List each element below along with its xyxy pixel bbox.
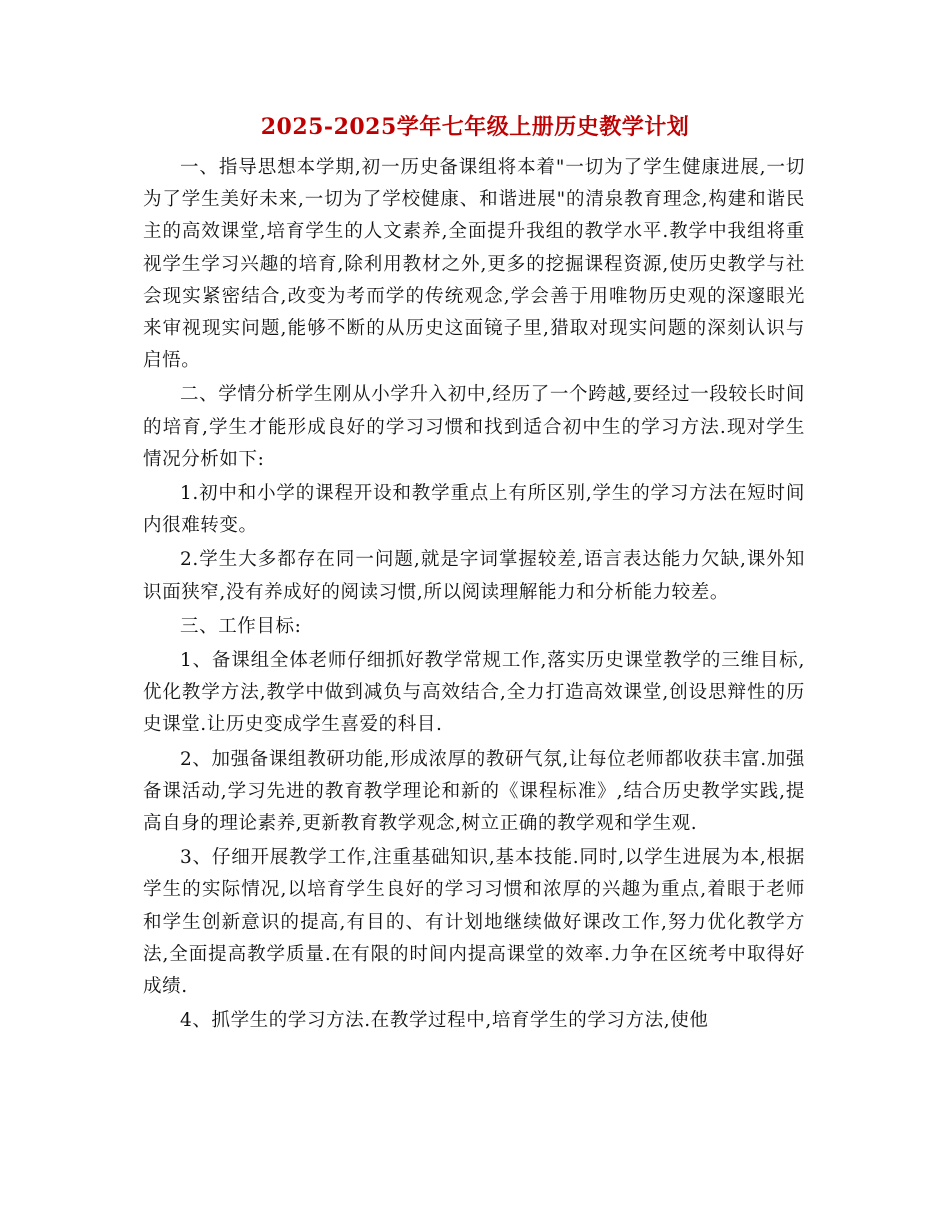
paragraph-analysis-item-1: 1.初中和小学的课程开设和教学重点上有所区别,学生的学习方法在短时间内很难转变。 — [143, 483, 805, 537]
document-body — [143, 152, 805, 1039]
paragraph-work-goals-heading: 三、工作目标: — [180, 615, 302, 637]
paragraph-goal-3: 3、仔细开展教学工作,注重基础知识,基本技能.同时,以学生进展为本,根据学生的实际情况,以培育学生良好的学习习惯和浓厚的兴趣为重点,着眼于老师和学生创新意识的提高,有目的、有计划地继续做好课改工作,努力优化教学方法,全面提高教学质量.在有限的时间内提高课堂的效率.力争在区统考中取得好成绩. — [143, 847, 805, 998]
document-title: 2025-2025学年七年级上册历史教学计划 — [260, 114, 690, 140]
paragraph-guiding-thought: 一、指导思想本学期,初一历史备课组将本着"一切为了学生健康进展,一切为了学生美好未来,一切为了学校健康、和谐进展"的清泉教育理念,构建和谐民主的高效课堂,培育学生的人文素养,全面提升我组的教学水平.教学中我组将重视学生学习兴趣的培育,除利用教材之外,更多的挖掘课程资源,使历史教学与社会现实紧密结合,改变为考而学的传统观念,学会善于用唯物历史观的深邃眼光来审视现实问题,能够不断的从历史这面镜子里,猎取对现实问题的深刻认识与启悟。 — [143, 157, 805, 372]
paragraph-goal-1: 1、备课组全体老师仔细抓好教学常规工作,落实历史课堂教学的三维目标,优化教学方法,教学中做到减负与高效结合,全力打造高效课堂,创设思辩性的历史课堂.让历史变成学生喜爱的科目. — [143, 650, 805, 736]
paragraph-goal-2: 2、加强备课组教研功能,形成浓厚的教研气氛,让每位老师都收获丰富.加强备课活动,学习先进的教育教学理论和新的《课程标准》,结合历史教学实践,提高自身的理论素养,更新教育教学观念,树立正确的教学观和学生观. — [143, 748, 805, 835]
paragraph-goal-4: 4、抓学生的学习方法.在教学过程中,培育学生的学习方法,使他 — [180, 1010, 709, 1032]
paragraph-student-analysis: 二、学情分析学生刚从小学升入初中,经历了一个跨越,要经过一段较长时间的培育,学生才能形成良好的学习习惯和找到适合初中生的学习方法.现对学生情况分析如下: — [143, 384, 805, 470]
paragraph-analysis-item-2: 2.学生大多都存在同一问题,就是字词掌握较差,语言表达能力欠缺,课外知识面狭窄,没有养成好的阅读习惯,所以阅读理解能力和分析能力较差。 — [143, 549, 805, 603]
